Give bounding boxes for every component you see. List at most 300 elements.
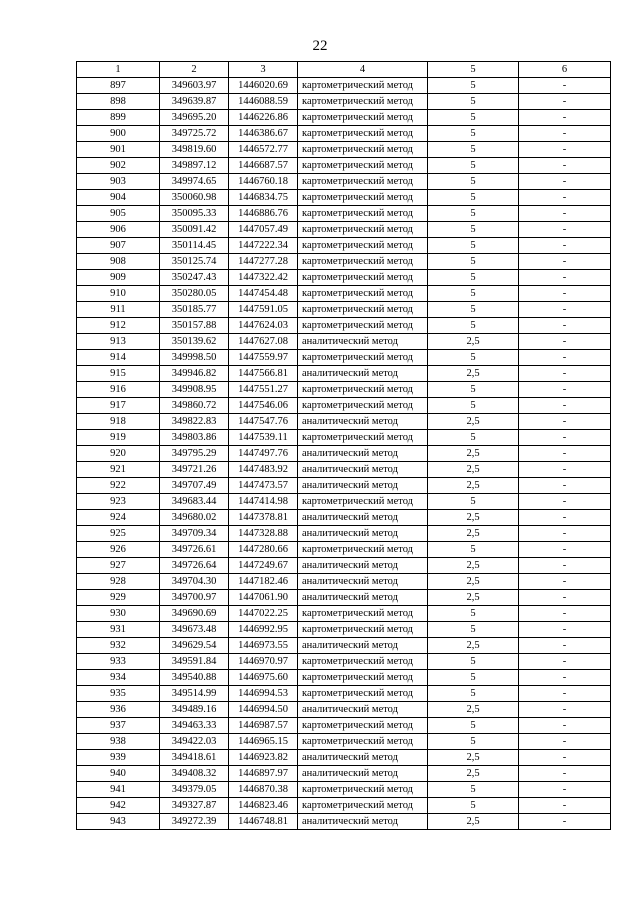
- cell-accuracy: 5: [428, 206, 519, 222]
- cell-y-coordinate: 1447627.08: [229, 334, 298, 350]
- cell-point-number: 920: [77, 446, 160, 462]
- cell-accuracy: 5: [428, 158, 519, 174]
- cell-note: -: [519, 478, 611, 494]
- table-row: [77, 78, 611, 94]
- cell-y-coordinate: 1447277.28: [229, 254, 298, 270]
- cell-accuracy: 5: [428, 494, 519, 510]
- cell-accuracy: 5: [428, 782, 519, 798]
- cell-method: аналитический метод: [298, 814, 428, 830]
- cell-x-coordinate: 349272.39: [160, 814, 229, 830]
- table-row: [77, 510, 611, 526]
- cell-point-number: 898: [77, 94, 160, 110]
- cell-method: картометрический метод: [298, 782, 428, 798]
- cell-x-coordinate: 349603.97: [160, 78, 229, 94]
- cell-point-number: 918: [77, 414, 160, 430]
- cell-note: -: [519, 318, 611, 334]
- cell-method: аналитический метод: [298, 766, 428, 782]
- cell-x-coordinate: 349327.87: [160, 798, 229, 814]
- cell-accuracy: 5: [428, 430, 519, 446]
- table-row: [77, 462, 611, 478]
- cell-method: аналитический метод: [298, 478, 428, 494]
- cell-x-coordinate: 350247.43: [160, 270, 229, 286]
- table-row: [77, 318, 611, 334]
- cell-x-coordinate: 349998.50: [160, 350, 229, 366]
- cell-y-coordinate: 1447547.76: [229, 414, 298, 430]
- cell-accuracy: 5: [428, 254, 519, 270]
- cell-x-coordinate: 349700.97: [160, 590, 229, 606]
- cell-x-coordinate: 349463.33: [160, 718, 229, 734]
- cell-x-coordinate: 349709.34: [160, 526, 229, 542]
- cell-y-coordinate: 1446226.86: [229, 110, 298, 126]
- table-row: [77, 814, 611, 830]
- table-row: [77, 270, 611, 286]
- cell-accuracy: 5: [428, 606, 519, 622]
- cell-x-coordinate: 349422.03: [160, 734, 229, 750]
- cell-accuracy: 2,5: [428, 446, 519, 462]
- cell-x-coordinate: 349860.72: [160, 398, 229, 414]
- table-header-row: [77, 62, 611, 78]
- cell-point-number: 943: [77, 814, 160, 830]
- cell-y-coordinate: 1447566.81: [229, 366, 298, 382]
- cell-y-coordinate: 1447328.88: [229, 526, 298, 542]
- cell-point-number: 904: [77, 190, 160, 206]
- cell-accuracy: 5: [428, 190, 519, 206]
- cell-method: картометрический метод: [298, 542, 428, 558]
- cell-note: -: [519, 494, 611, 510]
- cell-method: картометрический метод: [298, 494, 428, 510]
- cell-point-number: 899: [77, 110, 160, 126]
- cell-y-coordinate: 1447280.66: [229, 542, 298, 558]
- table-row: [77, 782, 611, 798]
- cell-x-coordinate: 350139.62: [160, 334, 229, 350]
- cell-x-coordinate: 349680.02: [160, 510, 229, 526]
- cell-point-number: 910: [77, 286, 160, 302]
- cell-y-coordinate: 1446088.59: [229, 94, 298, 110]
- cell-method: картометрический метод: [298, 430, 428, 446]
- cell-point-number: 940: [77, 766, 160, 782]
- cell-y-coordinate: 1446994.50: [229, 702, 298, 718]
- cell-accuracy: 5: [428, 670, 519, 686]
- cell-y-coordinate: 1447322.42: [229, 270, 298, 286]
- cell-y-coordinate: 1446965.15: [229, 734, 298, 750]
- cell-y-coordinate: 1447497.76: [229, 446, 298, 462]
- cell-y-coordinate: 1446760.18: [229, 174, 298, 190]
- cell-note: -: [519, 366, 611, 382]
- cell-accuracy: 5: [428, 126, 519, 142]
- cell-method: картометрический метод: [298, 254, 428, 270]
- table-row: [77, 398, 611, 414]
- cell-accuracy: 2,5: [428, 814, 519, 830]
- table-row: [77, 750, 611, 766]
- column-header: 1: [77, 62, 160, 78]
- cell-note: -: [519, 750, 611, 766]
- table-row: [77, 430, 611, 446]
- cell-y-coordinate: 1446973.55: [229, 638, 298, 654]
- cell-point-number: 929: [77, 590, 160, 606]
- cell-x-coordinate: 349803.86: [160, 430, 229, 446]
- table-row: [77, 126, 611, 142]
- cell-point-number: 941: [77, 782, 160, 798]
- coordinates-table: [76, 61, 611, 830]
- cell-method: аналитический метод: [298, 414, 428, 430]
- table-row: [77, 766, 611, 782]
- cell-accuracy: 5: [428, 798, 519, 814]
- cell-method: аналитический метод: [298, 558, 428, 574]
- cell-method: аналитический метод: [298, 526, 428, 542]
- cell-point-number: 935: [77, 686, 160, 702]
- cell-x-coordinate: 349908.95: [160, 382, 229, 398]
- cell-x-coordinate: 349408.32: [160, 766, 229, 782]
- cell-note: -: [519, 446, 611, 462]
- cell-method: картометрический метод: [298, 350, 428, 366]
- cell-accuracy: 2,5: [428, 638, 519, 654]
- table-row: [77, 158, 611, 174]
- cell-accuracy: 5: [428, 654, 519, 670]
- cell-y-coordinate: 1447551.27: [229, 382, 298, 398]
- cell-y-coordinate: 1447057.49: [229, 222, 298, 238]
- cell-method: картометрический метод: [298, 174, 428, 190]
- cell-point-number: 925: [77, 526, 160, 542]
- table-row: [77, 734, 611, 750]
- cell-note: -: [519, 526, 611, 542]
- table-row: [77, 142, 611, 158]
- cell-note: -: [519, 798, 611, 814]
- cell-point-number: 912: [77, 318, 160, 334]
- cell-y-coordinate: 1447591.05: [229, 302, 298, 318]
- cell-x-coordinate: 350125.74: [160, 254, 229, 270]
- cell-point-number: 923: [77, 494, 160, 510]
- table-row: [77, 190, 611, 206]
- cell-point-number: 909: [77, 270, 160, 286]
- cell-accuracy: 5: [428, 222, 519, 238]
- cell-x-coordinate: 349514.99: [160, 686, 229, 702]
- table-row: [77, 558, 611, 574]
- cell-accuracy: 5: [428, 398, 519, 414]
- cell-method: аналитический метод: [298, 446, 428, 462]
- cell-y-coordinate: 1447454.48: [229, 286, 298, 302]
- cell-x-coordinate: 350060.98: [160, 190, 229, 206]
- cell-x-coordinate: 350095.33: [160, 206, 229, 222]
- cell-x-coordinate: 349639.87: [160, 94, 229, 110]
- cell-accuracy: 2,5: [428, 366, 519, 382]
- cell-y-coordinate: 1447182.46: [229, 574, 298, 590]
- cell-point-number: 901: [77, 142, 160, 158]
- cell-method: картометрический метод: [298, 206, 428, 222]
- table-row: [77, 718, 611, 734]
- cell-x-coordinate: 349540.88: [160, 670, 229, 686]
- cell-note: -: [519, 222, 611, 238]
- table-row: [77, 686, 611, 702]
- table-row: [77, 174, 611, 190]
- table-row: [77, 334, 611, 350]
- cell-point-number: 906: [77, 222, 160, 238]
- cell-point-number: 903: [77, 174, 160, 190]
- cell-method: картометрический метод: [298, 622, 428, 638]
- cell-y-coordinate: 1446386.67: [229, 126, 298, 142]
- cell-point-number: 933: [77, 654, 160, 670]
- cell-method: аналитический метод: [298, 574, 428, 590]
- cell-method: картометрический метод: [298, 318, 428, 334]
- cell-accuracy: 2,5: [428, 702, 519, 718]
- cell-note: -: [519, 686, 611, 702]
- cell-point-number: 934: [77, 670, 160, 686]
- cell-y-coordinate: 1446572.77: [229, 142, 298, 158]
- cell-accuracy: 2,5: [428, 414, 519, 430]
- cell-note: -: [519, 206, 611, 222]
- cell-method: аналитический метод: [298, 366, 428, 382]
- table-body: [77, 78, 611, 830]
- cell-note: -: [519, 558, 611, 574]
- table-row: [77, 222, 611, 238]
- cell-accuracy: 2,5: [428, 510, 519, 526]
- cell-x-coordinate: 349695.20: [160, 110, 229, 126]
- cell-method: картометрический метод: [298, 654, 428, 670]
- cell-y-coordinate: 1446975.60: [229, 670, 298, 686]
- table-row: [77, 478, 611, 494]
- cell-point-number: 900: [77, 126, 160, 142]
- cell-method: картометрический метод: [298, 142, 428, 158]
- cell-x-coordinate: 350091.42: [160, 222, 229, 238]
- cell-accuracy: 5: [428, 542, 519, 558]
- cell-y-coordinate: 1447249.67: [229, 558, 298, 574]
- cell-note: -: [519, 702, 611, 718]
- cell-x-coordinate: 349819.60: [160, 142, 229, 158]
- cell-y-coordinate: 1446994.53: [229, 686, 298, 702]
- cell-y-coordinate: 1446987.57: [229, 718, 298, 734]
- cell-y-coordinate: 1447061.90: [229, 590, 298, 606]
- cell-point-number: 902: [77, 158, 160, 174]
- cell-x-coordinate: 349418.61: [160, 750, 229, 766]
- cell-x-coordinate: 349690.69: [160, 606, 229, 622]
- table-row: [77, 670, 611, 686]
- cell-x-coordinate: 349974.65: [160, 174, 229, 190]
- table-row: [77, 94, 611, 110]
- cell-note: -: [519, 126, 611, 142]
- cell-note: -: [519, 606, 611, 622]
- cell-y-coordinate: 1447414.98: [229, 494, 298, 510]
- cell-note: -: [519, 174, 611, 190]
- cell-note: -: [519, 142, 611, 158]
- cell-x-coordinate: 349379.05: [160, 782, 229, 798]
- cell-y-coordinate: 1446870.38: [229, 782, 298, 798]
- cell-accuracy: 5: [428, 350, 519, 366]
- cell-y-coordinate: 1446020.69: [229, 78, 298, 94]
- cell-note: -: [519, 190, 611, 206]
- cell-note: -: [519, 510, 611, 526]
- cell-method: картометрический метод: [298, 238, 428, 254]
- cell-note: -: [519, 414, 611, 430]
- table-row: [77, 638, 611, 654]
- cell-method: картометрический метод: [298, 686, 428, 702]
- cell-accuracy: 5: [428, 286, 519, 302]
- cell-method: картометрический метод: [298, 670, 428, 686]
- cell-x-coordinate: 349489.16: [160, 702, 229, 718]
- table-row: [77, 606, 611, 622]
- column-header: 6: [519, 62, 611, 78]
- cell-y-coordinate: 1446992.95: [229, 622, 298, 638]
- cell-method: картометрический метод: [298, 222, 428, 238]
- cell-point-number: 908: [77, 254, 160, 270]
- cell-note: -: [519, 350, 611, 366]
- cell-point-number: 919: [77, 430, 160, 446]
- cell-note: -: [519, 94, 611, 110]
- table-row: [77, 254, 611, 270]
- cell-note: -: [519, 110, 611, 126]
- cell-method: аналитический метод: [298, 462, 428, 478]
- cell-y-coordinate: 1447483.92: [229, 462, 298, 478]
- cell-x-coordinate: 349726.64: [160, 558, 229, 574]
- table-row: [77, 206, 611, 222]
- cell-point-number: 932: [77, 638, 160, 654]
- cell-method: аналитический метод: [298, 638, 428, 654]
- cell-y-coordinate: 1446923.82: [229, 750, 298, 766]
- column-header: 3: [229, 62, 298, 78]
- cell-accuracy: 5: [428, 94, 519, 110]
- cell-point-number: 905: [77, 206, 160, 222]
- cell-point-number: 931: [77, 622, 160, 638]
- cell-point-number: 930: [77, 606, 160, 622]
- cell-method: картометрический метод: [298, 158, 428, 174]
- cell-method: картометрический метод: [298, 398, 428, 414]
- cell-y-coordinate: 1447222.34: [229, 238, 298, 254]
- cell-note: -: [519, 734, 611, 750]
- cell-accuracy: 2,5: [428, 334, 519, 350]
- cell-note: -: [519, 814, 611, 830]
- cell-method: картометрический метод: [298, 78, 428, 94]
- cell-note: -: [519, 382, 611, 398]
- cell-accuracy: 2,5: [428, 750, 519, 766]
- table-row: [77, 366, 611, 382]
- table-row: [77, 622, 611, 638]
- cell-accuracy: 2,5: [428, 478, 519, 494]
- table-row: [77, 238, 611, 254]
- cell-x-coordinate: 349725.72: [160, 126, 229, 142]
- cell-y-coordinate: 1446886.76: [229, 206, 298, 222]
- cell-point-number: 926: [77, 542, 160, 558]
- cell-point-number: 915: [77, 366, 160, 382]
- cell-method: картометрический метод: [298, 286, 428, 302]
- cell-y-coordinate: 1447539.11: [229, 430, 298, 446]
- cell-y-coordinate: 1447546.06: [229, 398, 298, 414]
- table-row: [77, 574, 611, 590]
- cell-accuracy: 5: [428, 110, 519, 126]
- cell-x-coordinate: 349704.30: [160, 574, 229, 590]
- cell-method: аналитический метод: [298, 750, 428, 766]
- cell-x-coordinate: 349683.44: [160, 494, 229, 510]
- cell-method: картометрический метод: [298, 94, 428, 110]
- cell-accuracy: 5: [428, 78, 519, 94]
- cell-x-coordinate: 350185.77: [160, 302, 229, 318]
- cell-y-coordinate: 1447378.81: [229, 510, 298, 526]
- cell-note: -: [519, 270, 611, 286]
- table-row: [77, 526, 611, 542]
- cell-x-coordinate: 349726.61: [160, 542, 229, 558]
- cell-point-number: 922: [77, 478, 160, 494]
- cell-note: -: [519, 158, 611, 174]
- cell-note: -: [519, 462, 611, 478]
- cell-y-coordinate: 1447473.57: [229, 478, 298, 494]
- cell-method: картометрический метод: [298, 302, 428, 318]
- cell-note: -: [519, 302, 611, 318]
- cell-point-number: 921: [77, 462, 160, 478]
- cell-method: аналитический метод: [298, 590, 428, 606]
- cell-x-coordinate: 349721.26: [160, 462, 229, 478]
- table-row: [77, 798, 611, 814]
- table-row: [77, 382, 611, 398]
- cell-method: картометрический метод: [298, 798, 428, 814]
- cell-accuracy: 2,5: [428, 526, 519, 542]
- cell-accuracy: 2,5: [428, 766, 519, 782]
- cell-method: картометрический метод: [298, 606, 428, 622]
- cell-accuracy: 5: [428, 142, 519, 158]
- cell-point-number: 928: [77, 574, 160, 590]
- cell-x-coordinate: 349629.54: [160, 638, 229, 654]
- cell-x-coordinate: 350280.05: [160, 286, 229, 302]
- cell-y-coordinate: 1446897.97: [229, 766, 298, 782]
- cell-accuracy: 5: [428, 734, 519, 750]
- cell-accuracy: 5: [428, 622, 519, 638]
- cell-note: -: [519, 670, 611, 686]
- cell-y-coordinate: 1446823.46: [229, 798, 298, 814]
- cell-x-coordinate: 349591.84: [160, 654, 229, 670]
- table-row: [77, 446, 611, 462]
- cell-method: аналитический метод: [298, 334, 428, 350]
- cell-note: -: [519, 622, 611, 638]
- cell-point-number: 924: [77, 510, 160, 526]
- cell-point-number: 937: [77, 718, 160, 734]
- cell-accuracy: 5: [428, 270, 519, 286]
- cell-point-number: 927: [77, 558, 160, 574]
- cell-accuracy: 5: [428, 302, 519, 318]
- cell-point-number: 913: [77, 334, 160, 350]
- cell-y-coordinate: 1447559.97: [229, 350, 298, 366]
- column-header: 2: [160, 62, 229, 78]
- cell-note: -: [519, 334, 611, 350]
- cell-note: -: [519, 238, 611, 254]
- cell-accuracy: 5: [428, 174, 519, 190]
- cell-accuracy: 2,5: [428, 590, 519, 606]
- cell-x-coordinate: 349897.12: [160, 158, 229, 174]
- cell-note: -: [519, 430, 611, 446]
- table-row: [77, 350, 611, 366]
- table-row: [77, 702, 611, 718]
- cell-method: картометрический метод: [298, 382, 428, 398]
- cell-point-number: 911: [77, 302, 160, 318]
- table-row: [77, 542, 611, 558]
- cell-x-coordinate: 349822.83: [160, 414, 229, 430]
- cell-note: -: [519, 254, 611, 270]
- cell-point-number: 917: [77, 398, 160, 414]
- table-row: [77, 414, 611, 430]
- cell-accuracy: 5: [428, 318, 519, 334]
- cell-y-coordinate: 1447022.25: [229, 606, 298, 622]
- cell-note: -: [519, 78, 611, 94]
- cell-point-number: 914: [77, 350, 160, 366]
- cell-y-coordinate: 1447624.03: [229, 318, 298, 334]
- table-row: [77, 494, 611, 510]
- cell-method: картометрический метод: [298, 270, 428, 286]
- column-header: 4: [298, 62, 428, 78]
- cell-accuracy: 5: [428, 718, 519, 734]
- cell-method: аналитический метод: [298, 702, 428, 718]
- cell-point-number: 907: [77, 238, 160, 254]
- cell-y-coordinate: 1446748.81: [229, 814, 298, 830]
- cell-point-number: 939: [77, 750, 160, 766]
- cell-accuracy: 5: [428, 686, 519, 702]
- table-row: [77, 590, 611, 606]
- table-row: [77, 302, 611, 318]
- cell-y-coordinate: 1446687.57: [229, 158, 298, 174]
